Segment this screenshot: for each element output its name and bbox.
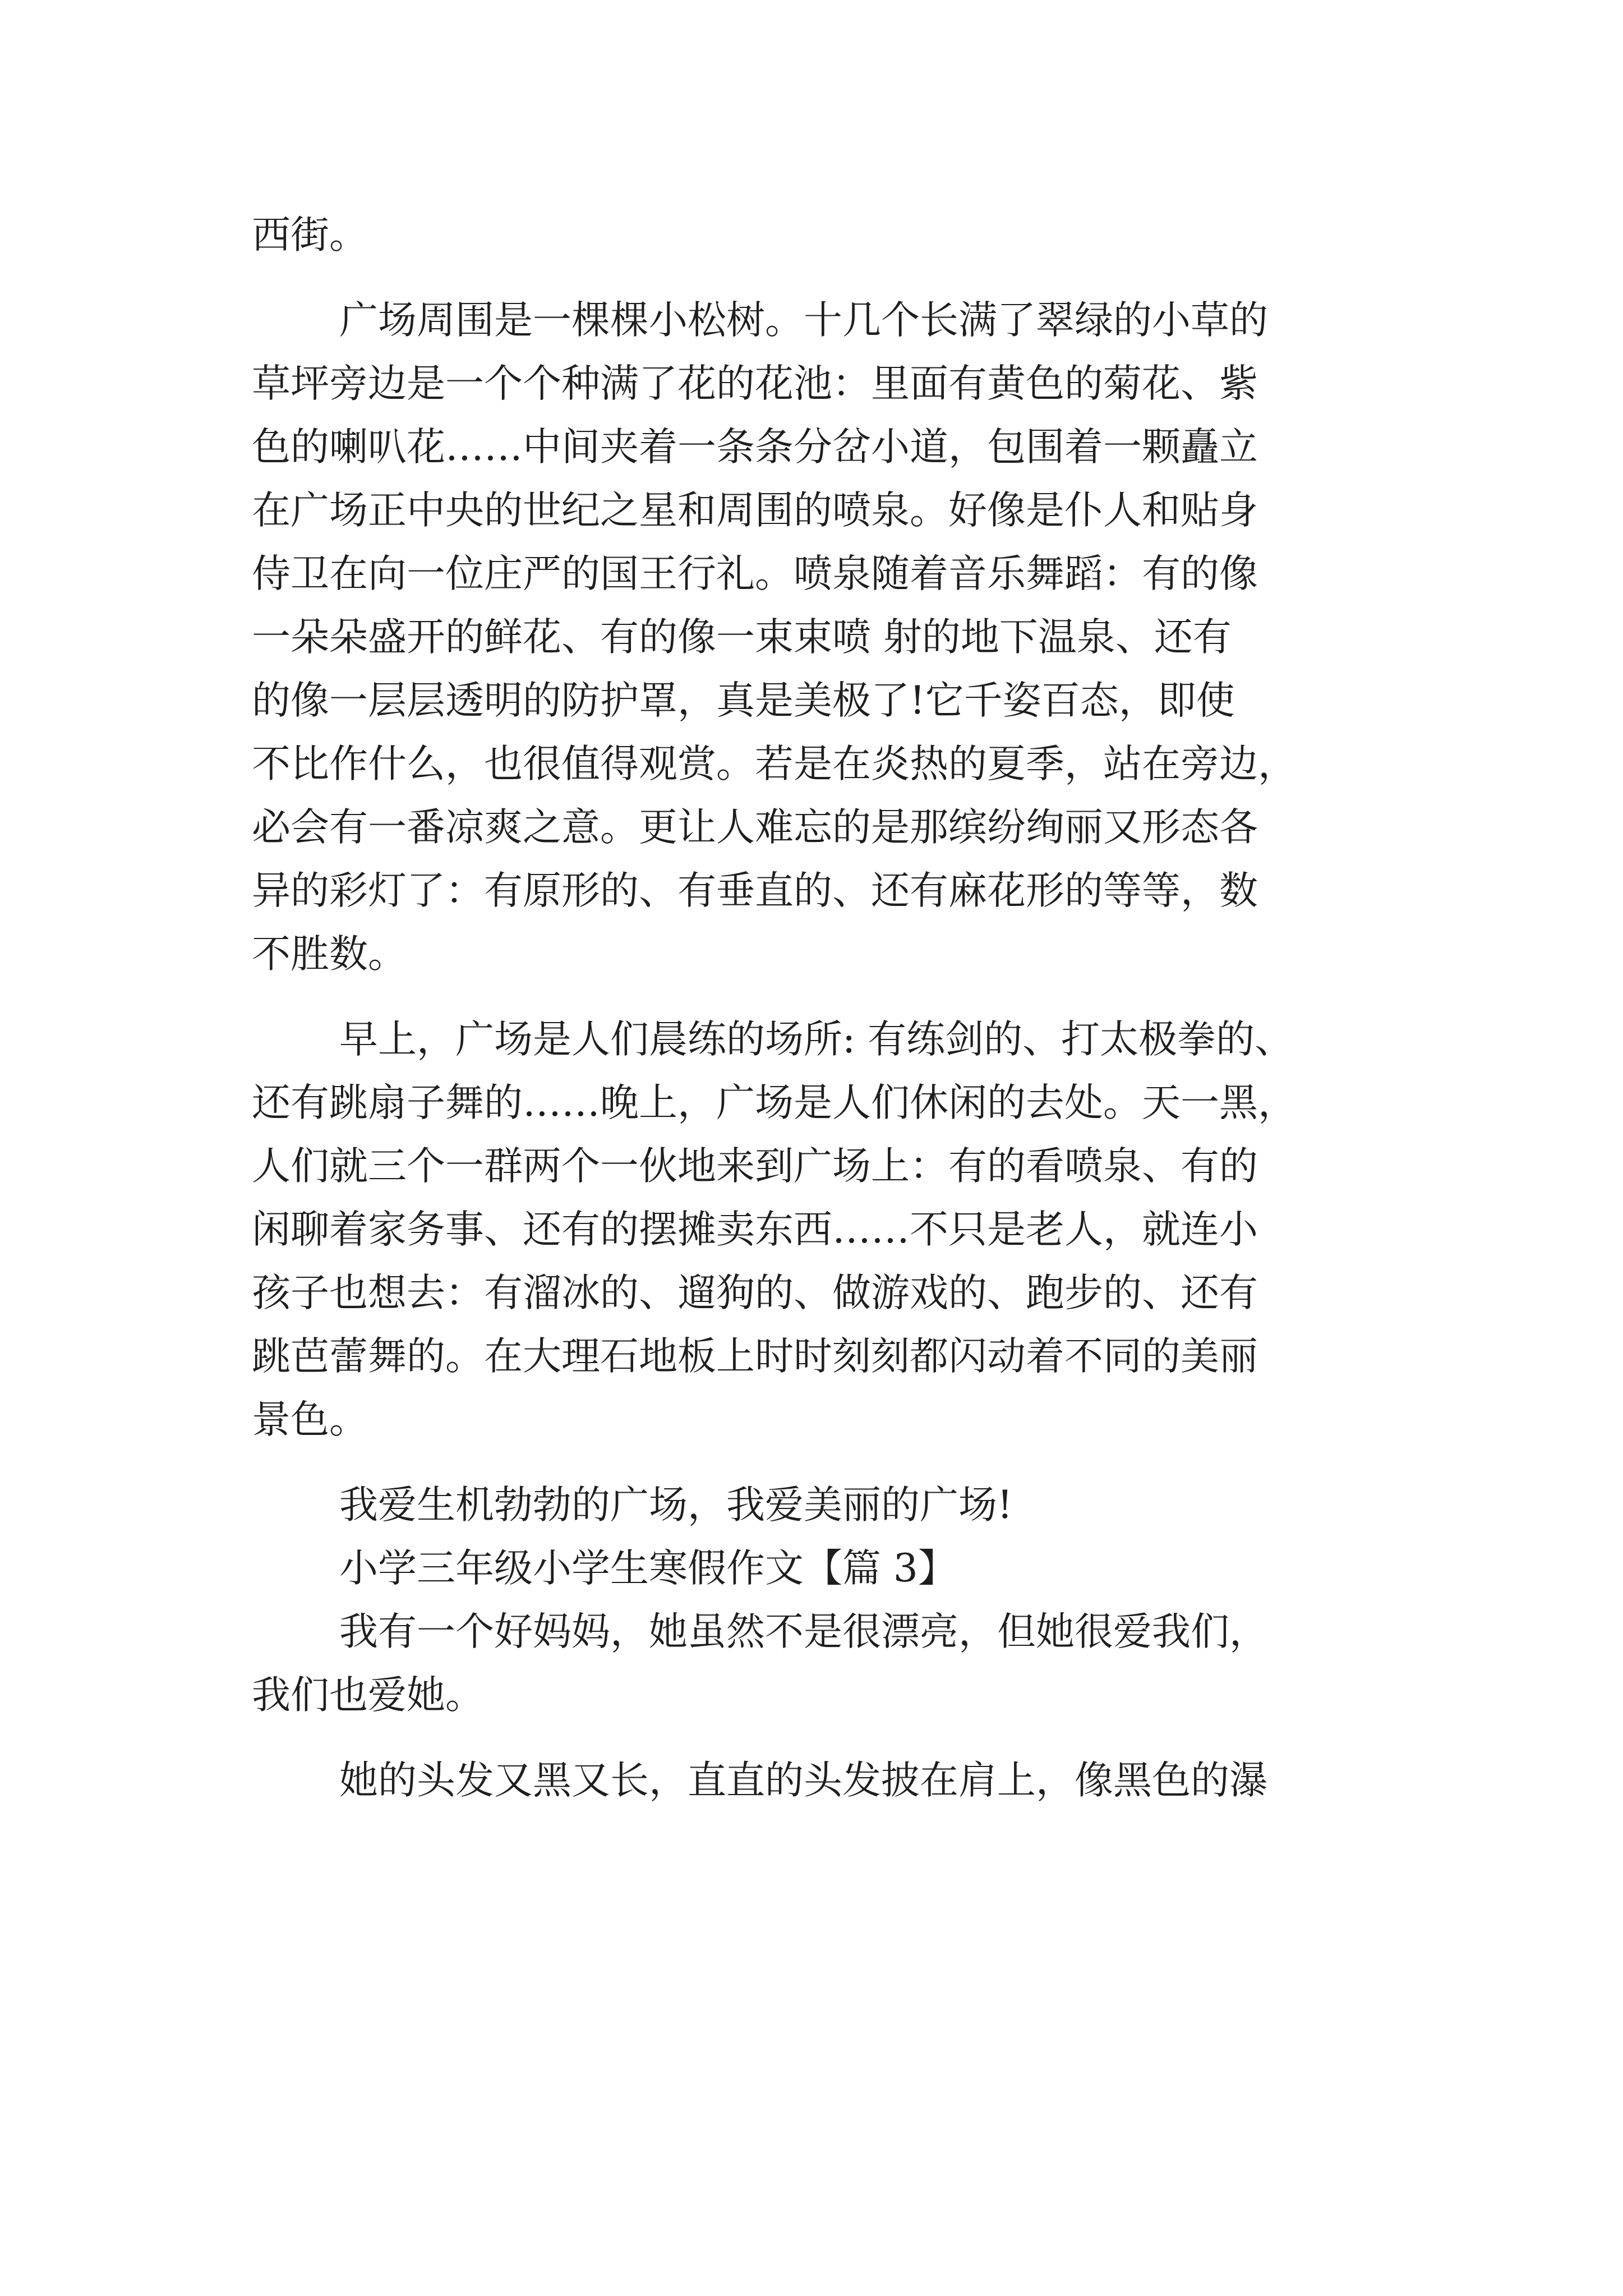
text-line: 西街。	[252, 213, 368, 257]
text-line: 异的彩灯了：有原形的、有垂直的、还有麻花形的等等，数	[252, 868, 1258, 913]
text-line: 我们也爱她。	[252, 1673, 484, 1718]
text-line: 草坪旁边是一个个种满了花的花池：里面有黄色的菊花、紫	[252, 361, 1258, 406]
paragraph-first-line: 早上，广场是人们晨练的场所: 有练剑的、打太极拳的、	[339, 1017, 1294, 1062]
text-line: 一朵朵盛开的鲜花、有的像一束束喷 射的地下温泉、还有	[252, 615, 1232, 660]
text-line: 不比作什么，也很值得观赏。若是在炎热的夏季，站在旁边，	[252, 742, 1297, 786]
section-heading: 小学三年级小学生寒假作文【篇 3】	[339, 1546, 957, 1591]
text-line: 必会有一番凉爽之意。更让人难忘的是那缤纷绚丽又形态各	[252, 805, 1258, 850]
text-line: 景色。	[252, 1397, 368, 1442]
text-line: 在广场正中央的世纪之星和周围的喷泉。好像是仆人和贴身	[252, 488, 1258, 533]
paragraph-first-line: 我爱生机勃勃的广场，我爱美丽的广场!	[339, 1483, 1013, 1527]
paragraph-first-line: 她的头发又黑又长，直直的头发披在肩上，像黑色的瀑	[339, 1758, 1268, 1803]
text-line: 跳芭蕾舞的。在大理石地板上时时刻刻都闪动着不同的美丽	[252, 1334, 1258, 1379]
text-line: 人们就三个一群两个一伙地来到广场上：有的看喷泉、有的	[252, 1144, 1258, 1189]
text-line: 侍卫在向一位庄严的国王行礼。喷泉随着音乐舞蹈：有的像	[252, 551, 1258, 596]
text-line: 闲聊着家务事、还有的摆摊卖东西……不只是老人，就连小	[252, 1207, 1258, 1252]
paragraph-first-line: 广场周围是一棵棵小松树。十几个长满了翠绿的小草的	[339, 298, 1268, 343]
paragraph-first-line: 我有一个好妈妈，她虽然不是很漂亮，但她很爱我们，	[339, 1609, 1268, 1654]
text-line: 的像一层层透明的防护罩，真是美极了!它千姿百态，即使	[252, 678, 1235, 723]
text-line: 还有跳扇子舞的……晚上，广场是人们休闲的去处。天一黑，	[252, 1080, 1297, 1125]
text-line: 孩子也想去：有溜冰的、遛狗的、做游戏的、跑步的、还有	[252, 1271, 1258, 1315]
text-line: 不胜数。	[252, 932, 407, 977]
text-line: 色的喇叭花……中间夹着一条条分岔小道，包围着一颗矗立	[252, 425, 1258, 470]
